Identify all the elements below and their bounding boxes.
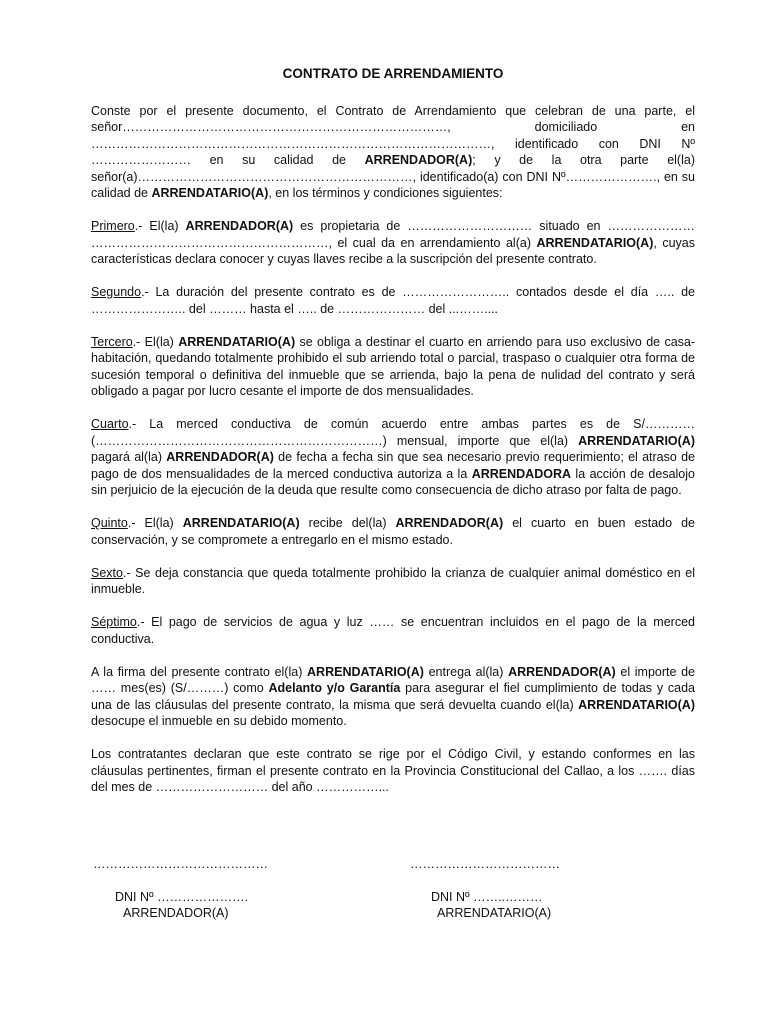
- clause-bold: ARRENDATARIO(A): [178, 334, 296, 349]
- clause-bold: ARRENDADOR(A): [185, 219, 294, 233]
- clause-label: Primero: [91, 219, 135, 233]
- signature-block-arrendador: [93, 856, 268, 922]
- clause-segundo: [91, 284, 695, 317]
- clause-text: , cuyas características declara conocer y cuyas llaves recibe a la suscripción del presente contrato.: [91, 235, 695, 266]
- clause-text: entrega al(la): [423, 664, 509, 679]
- clause-cuarto: [91, 416, 695, 499]
- clause-bold: ARRENDATARIO(A): [578, 697, 695, 712]
- clause-bold: ARRENDATARIO(A): [307, 664, 424, 679]
- clause-bold: ARRENDATARIO(A): [536, 235, 654, 250]
- clause-label: Cuarto: [91, 417, 129, 431]
- clause-sexto: [91, 565, 695, 598]
- clause-text: .- El(la): [134, 219, 186, 233]
- signature-line: ……………………………………: [93, 857, 268, 871]
- clause-text: se obliga a destinar el cuarto en arriendo para uso exclusivo de casa-habitación, quedando totalmente prohibido el sub arriendo total o parcial, traspaso o cualquier otra forma de sucesión temporal o definitiva del inmueble que se arrienda, bajo la pena de nulidad del contrato y será obligado a pagar por lucro cesante el importe de dos mensualidades.: [91, 334, 696, 398]
- signature-line: ………………………………: [410, 857, 560, 871]
- clause-bold: ARRENDADOR(A): [508, 664, 616, 679]
- dni-field: DNI Nº ……..………: [431, 889, 543, 904]
- contract-body: [91, 66, 695, 812]
- clause-bold: ARRENDATARIO(A): [578, 433, 695, 448]
- clause-text: .- El(la): [127, 516, 183, 530]
- clause-septimo: [91, 614, 695, 647]
- intro-text: Conste por el presente documento, el Contrato de Arrendamiento que celebran de una parte, el señor……………………………………………………………………, domiciliado en ……………………………………………………………………………………, identificado con DNI Nº …………………… en su calidad de: [91, 103, 695, 167]
- clause-firma: [91, 664, 695, 730]
- signature-role: ARRENDADOR(A): [123, 906, 229, 920]
- clause-text: la acción de desalojo sin perjuicio de la ejecución de la deuda que resulte como consecuencia de dicho atraso por falta de pago.: [91, 466, 695, 497]
- clause-bold: ARRENDADOR(A): [166, 450, 274, 464]
- intro-text: , en los términos y condiciones siguientes:: [268, 186, 503, 200]
- clause-text: para asegurar el fiel cumplimiento de todas y cada una de las cláusulas del presente contrato, la misma que será devuelta cuando el(la): [91, 681, 695, 712]
- clause-quinto: [91, 515, 695, 548]
- intro-paragraph: [91, 103, 695, 202]
- clause-primero: [91, 218, 695, 268]
- clause-text: el importe de …… mes(es) (S/………) como: [91, 664, 695, 695]
- clause-label: Quinto: [91, 516, 128, 530]
- clause-bold: ARRENDADORA: [471, 466, 572, 481]
- clause-text: recibe del(la): [299, 516, 396, 530]
- clause-text: .- El pago de servicios de agua y luz …… se encuentran incluidos en el pago de la merced conductiva.: [91, 615, 695, 646]
- clause-text: A la firma del presente contrato el(la): [91, 664, 308, 679]
- clause-label: Segundo: [91, 285, 142, 299]
- clause-label: Tercero: [91, 334, 133, 349]
- dni-field: DNI Nº ………………….: [115, 889, 249, 904]
- clause-text: pagará al(la): [91, 450, 167, 464]
- clause-bold: Adelanto y/o Garantía: [268, 681, 401, 695]
- intro-text: ; y de la otra parte el(la) señor(a)…………………………………………………………, identificado(a) con DNI Nº…………………., en su calidad de: [91, 153, 695, 200]
- clause-text: de fecha a fecha sin que sea necesario previo requerimiento; el atraso de pago de dos mensualidades de la merced conductiva autoriza a la: [91, 450, 696, 481]
- party-arrendador: ARRENDADOR(A): [364, 153, 473, 167]
- clause-label: Séptimo: [91, 615, 137, 629]
- party-arrendatario: ARRENDATARIO(A): [151, 186, 269, 200]
- clause-text: es propietaria de ………………………… situado en ………………… …………………………………………………, el cual da en arrendamiento al(a): [91, 219, 695, 250]
- clause-bold: ARRENDATARIO(A): [182, 516, 300, 530]
- closing-text: Los contratantes declaran que este contrato se rige por el Código Civil, y estando conformes en las cláusulas pertinentes, firman el presente contrato en la Provincia Constitucional del Callao, a los ……. días del mes de ……………………… del año ……………...: [91, 747, 695, 794]
- clause-label: Sexto: [91, 565, 123, 580]
- clause-text: desocupe el inmueble en su debido momento.: [91, 714, 347, 728]
- clause-text: el cuarto en buen estado de conservación, y se compromete a entregarlo en el mismo estado.: [91, 516, 696, 547]
- closing-paragraph: [91, 746, 695, 796]
- clause-text: .- Se deja constancia que queda totalmente prohibido la crianza de cualquier animal doméstico en el inmueble.: [91, 565, 695, 596]
- clause-text: .- El(la): [132, 334, 179, 349]
- clause-text: .- La merced conductiva de común acuerdo entre ambas partes es de S/………… (……………………………………………………………) mensual, importe que el(la): [91, 417, 695, 448]
- clause-bold: ARRENDADOR(A): [395, 516, 504, 530]
- signature-role: ARRENDATARIO(A): [437, 906, 552, 920]
- page-title: CONTRATO DE ARRENDAMIENTO: [282, 66, 504, 81]
- signature-block-arrendatario: [410, 856, 560, 922]
- clause-text: .- La duración del presente contrato es de …………………….. contados desde el día ….. de ………………….. del ……… hasta el ….. de ………………… del ...……....: [91, 285, 695, 316]
- clause-tercero: [91, 334, 695, 400]
